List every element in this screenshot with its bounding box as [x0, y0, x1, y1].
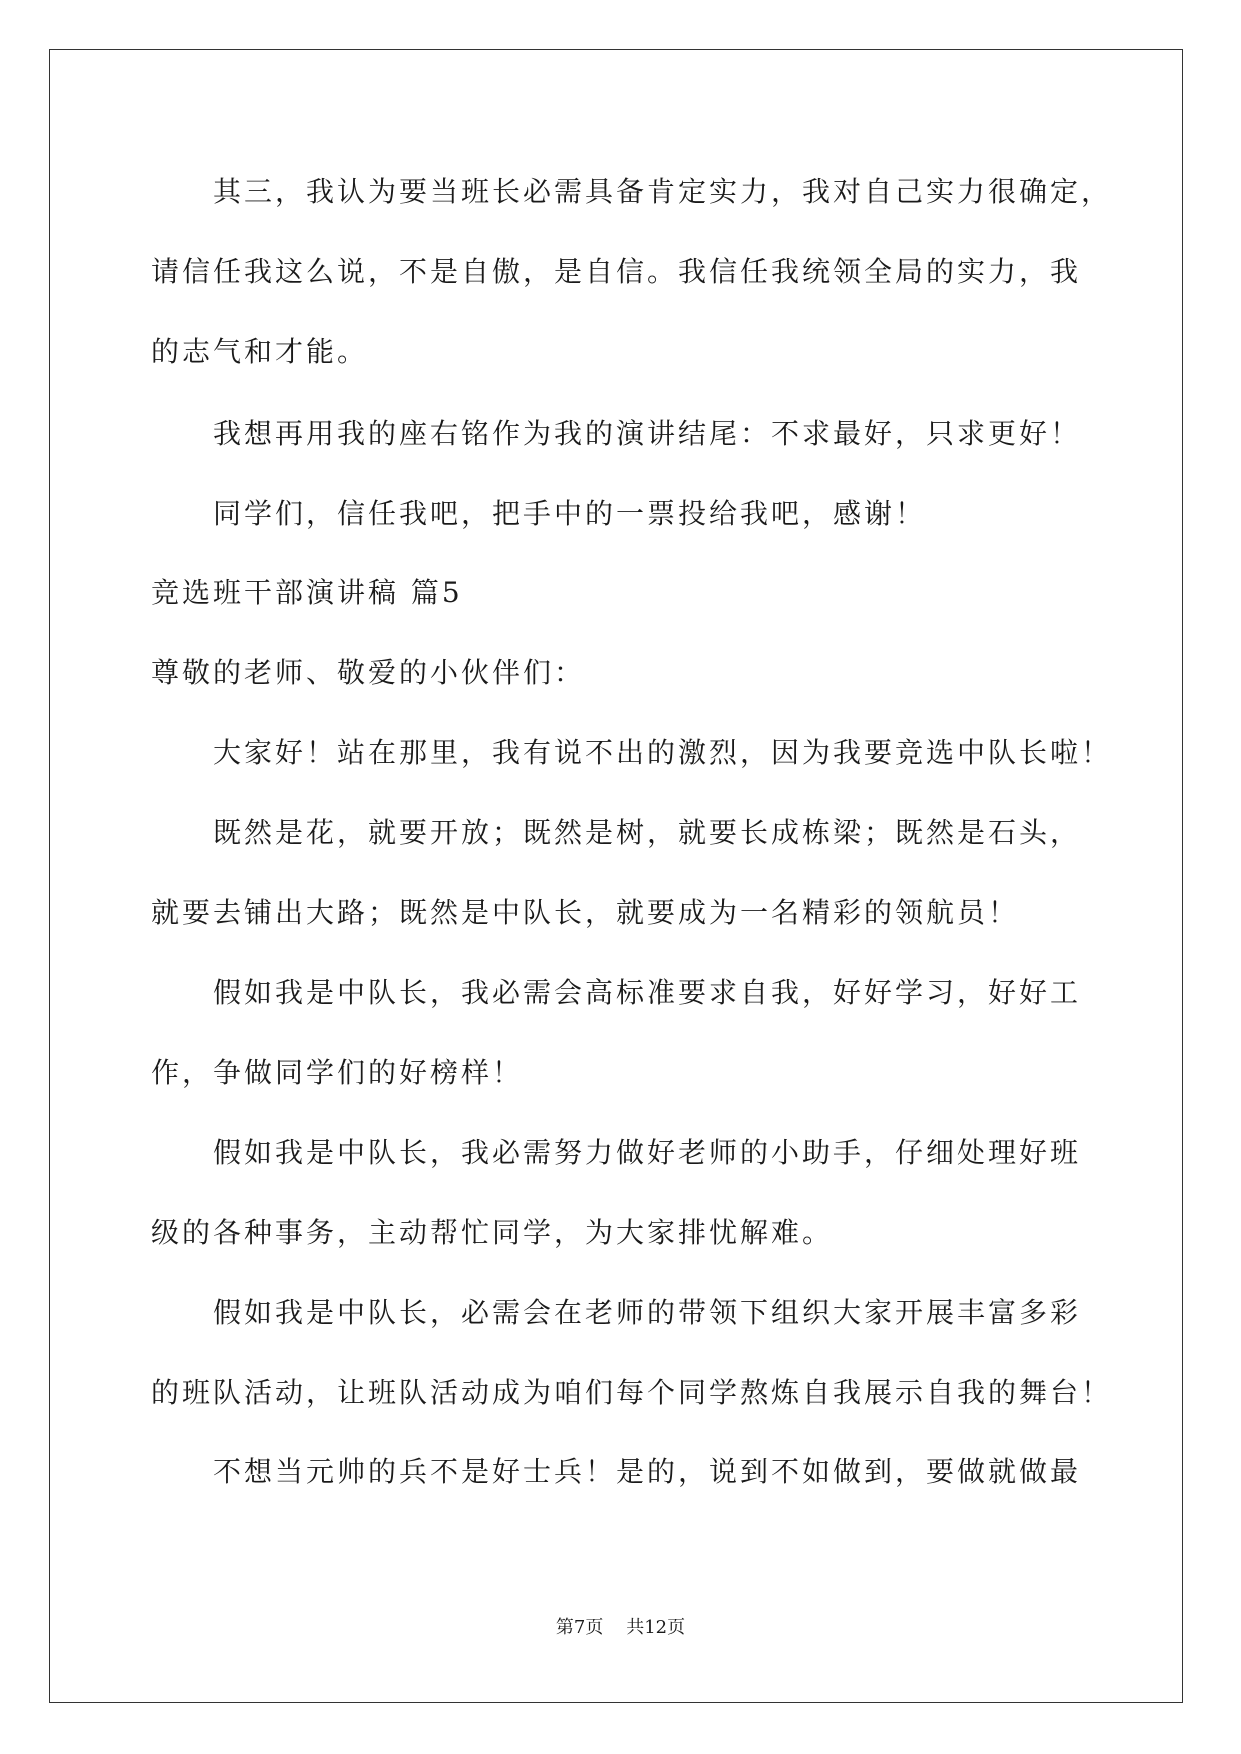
text-line: 我想再用我的座右铭作为我的演讲结尾：不求最好，只求更好！ — [213, 417, 1082, 450]
text-line: 的班队活动，让班队活动成为咱们每个同学熬炼自我展示自我的舞台！ — [151, 1376, 1113, 1409]
text-line: 假如我是中队长，我必需努力做好老师的小助手，仔细处理好班 — [213, 1136, 1082, 1169]
text-line: 假如我是中队长，必需会在老师的带领下组织大家开展丰富多彩 — [213, 1296, 1082, 1329]
text-line: 不想当元帅的兵不是好士兵！是的，说到不如做到，要做就做最 — [213, 1455, 1082, 1488]
page-total: 共12页 — [626, 1617, 686, 1638]
text-line: 就要去铺出大路；既然是中队长，就要成为一名精彩的领航员！ — [151, 896, 1020, 929]
page-footer — [0, 1616, 1241, 1640]
text-line: 假如我是中队长，我必需会高标准要求自我，好好学习，好好工 — [213, 976, 1082, 1009]
text-line: 大家好！站在那里，我有说不出的激烈，因为我要竞选中队长啦！ — [213, 736, 1113, 769]
text-line: 同学们，信任我吧，把手中的一票投给我吧，感谢！ — [213, 497, 927, 530]
text-line: 既然是花，就要开放；既然是树，就要长成栋梁；既然是石头， — [213, 816, 1082, 849]
text-line: 的志气和才能。 — [151, 335, 369, 368]
text-line: 级的各种事务，主动帮忙同学，为大家排忧解难。 — [151, 1216, 834, 1249]
text-line: 其三，我认为要当班长必需具备肯定实力，我对自己实力很确定， — [213, 175, 1113, 208]
text-line: 作，争做同学们的好榜样！ — [151, 1056, 524, 1089]
text-line: 请信任我这么说，不是自傲，是自信。我信任我统领全局的实力，我 — [151, 255, 1082, 288]
text-line: 尊敬的老师、敬爱的小伙伴们： — [151, 656, 586, 689]
page-number: 第7页 — [555, 1617, 604, 1638]
text-line: 竞选班干部演讲稿 篇5 — [151, 576, 463, 609]
